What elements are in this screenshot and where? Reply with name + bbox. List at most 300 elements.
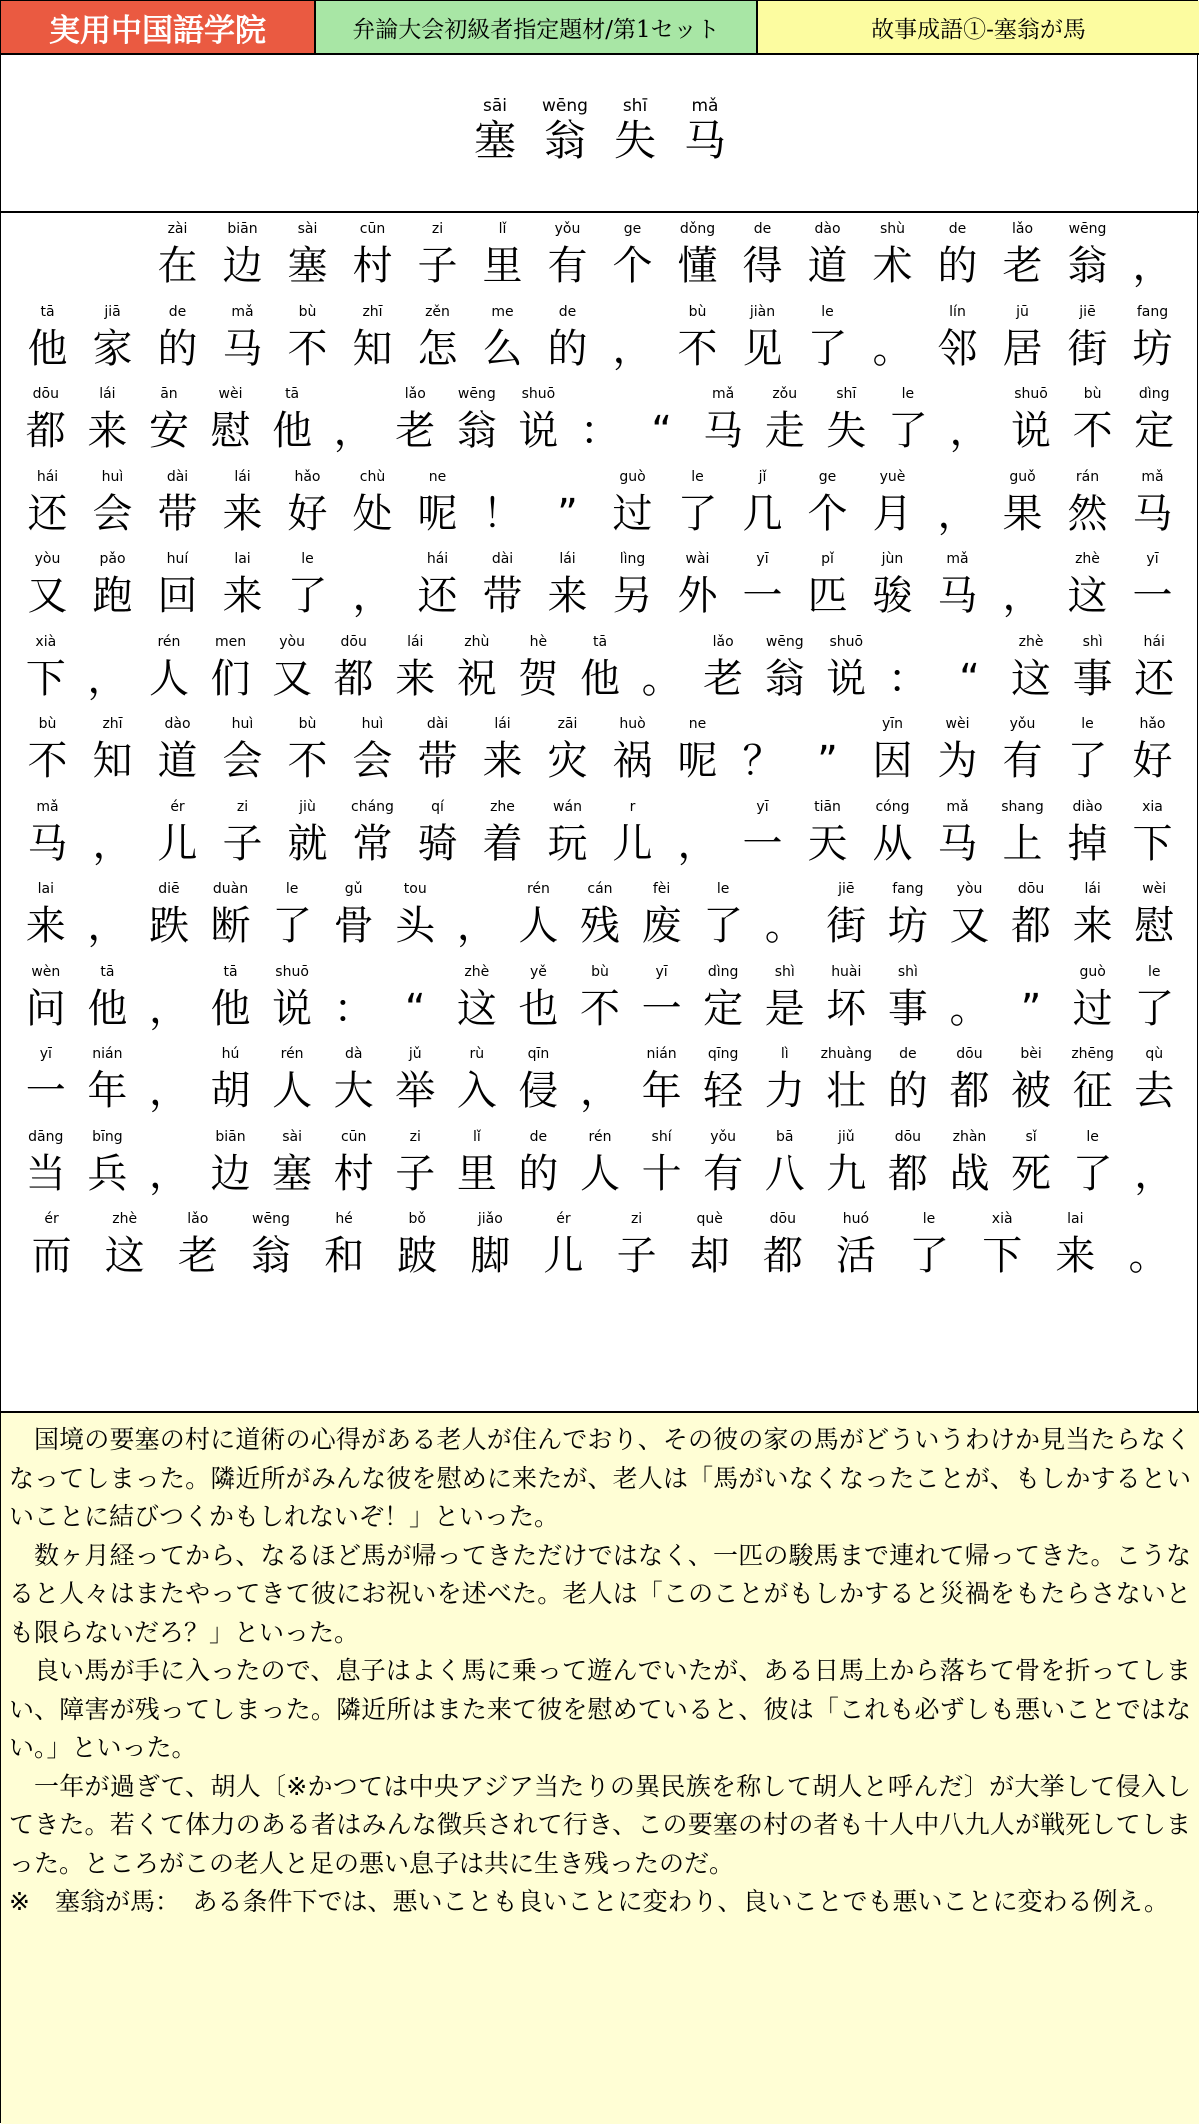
hanzi: 跛 <box>397 1233 438 1279</box>
pinyin: jùn <box>881 551 904 567</box>
hanzi-cell <box>631 382 693 464</box>
pinyin: zhè <box>1018 633 1044 650</box>
hanzi: ， <box>148 1068 189 1114</box>
pinyin: guò <box>619 468 646 485</box>
pinyin: huò <box>619 716 646 732</box>
hanzi: 说 <box>272 985 313 1032</box>
hanzi-cell <box>535 217 600 299</box>
pinyin: le <box>691 468 704 485</box>
hanzi: 是 <box>764 985 805 1032</box>
hanzi-cell <box>877 1042 939 1124</box>
pinyin: fang <box>1136 303 1169 320</box>
hanzi: 来 <box>25 903 66 949</box>
hanzi: 不 <box>287 325 328 372</box>
pinyin: jiē <box>1079 303 1096 320</box>
pinyin: jiù <box>299 798 316 815</box>
hanzi-cell <box>446 1042 508 1124</box>
hanzi: ， <box>87 655 128 702</box>
pinyin: gǔ <box>344 881 363 897</box>
hanzi: 他 <box>87 985 128 1032</box>
hanzi-cell <box>730 465 795 547</box>
pinyin: shuō <box>521 386 556 402</box>
pinyin: jiǔ <box>837 1128 855 1145</box>
hanzi: 下 <box>25 655 66 702</box>
hanzi: ， <box>677 820 718 867</box>
hanzi-cell <box>692 630 754 712</box>
hanzi: 定 <box>703 985 744 1032</box>
hanzi-cell <box>730 712 795 794</box>
hanzi-cell <box>138 1125 200 1207</box>
pinyin: wēng <box>765 633 804 650</box>
pinyin: lín <box>949 303 966 320</box>
hanzi-cell <box>275 712 340 794</box>
hanzi: 了 <box>703 903 744 949</box>
hanzi: ” <box>1020 985 1042 1032</box>
pinyin: dào <box>814 221 841 237</box>
pinyin: sǐ <box>1025 1128 1037 1145</box>
pinyin: bèi <box>1020 1046 1042 1062</box>
pinyin: zài <box>167 221 188 237</box>
hanzi: 问 <box>25 985 66 1032</box>
hanzi-cell <box>446 382 508 464</box>
hanzi: 轻 <box>703 1068 744 1114</box>
pinyin: yuè <box>879 468 906 485</box>
hanzi-cell <box>15 877 77 959</box>
hanzi-cell <box>210 217 275 299</box>
pinyin: bù <box>688 303 707 320</box>
hanzi: 了 <box>1067 738 1108 784</box>
hanzi: 灾 <box>547 738 588 784</box>
hanzi: 处 <box>352 490 393 537</box>
pinyin: huì <box>231 716 254 732</box>
pinyin: nián <box>92 1046 123 1062</box>
pinyin: sài <box>282 1128 302 1145</box>
pinyin: lái <box>99 386 116 402</box>
hanzi-cell <box>816 877 878 959</box>
pinyin: men <box>214 633 247 650</box>
pinyin: zhuàng <box>820 1046 873 1062</box>
hanzi-cell <box>795 217 860 299</box>
hanzi-cell <box>1055 795 1120 877</box>
hanzi-cell <box>860 300 925 382</box>
hanzi: 果 <box>1002 490 1043 537</box>
hanzi: 马 <box>937 573 978 619</box>
pinyin: jiē <box>838 881 855 897</box>
hanzi: 有 <box>547 243 588 289</box>
pinyin: tiān <box>814 798 841 815</box>
hanzi-cell <box>381 1207 454 1289</box>
topic-label: 故事成語①-塞翁が馬 <box>758 1 1199 53</box>
hanzi-cell <box>470 795 535 877</box>
hanzi-cell <box>323 960 385 1042</box>
hanzi: 不 <box>27 738 68 784</box>
hanzi: 不 <box>579 985 620 1032</box>
pinyin: huài <box>831 963 862 980</box>
hanzi-cell <box>816 1125 878 1207</box>
hanzi-cell <box>1062 630 1124 712</box>
hanzi-cell <box>384 1125 446 1207</box>
hanzi: ， <box>333 408 374 454</box>
pinyin: lǎo <box>1011 221 1034 237</box>
hanzi-cell <box>200 382 262 464</box>
hanzi-cell <box>600 795 665 877</box>
hanzi: 天 <box>807 820 848 867</box>
hanzi: 见 <box>742 325 783 372</box>
hanzi: 一 <box>742 820 783 867</box>
hanzi: 常 <box>352 820 393 867</box>
pinyin: de <box>899 1046 917 1062</box>
hanzi: 壮 <box>826 1068 867 1114</box>
hanzi: ， <box>612 325 653 372</box>
hanzi: 。 <box>641 655 682 702</box>
text-line <box>1 465 1200 547</box>
hanzi: 废 <box>641 903 682 949</box>
hanzi: 又 <box>272 655 313 702</box>
hanzi-cell <box>200 960 262 1042</box>
pinyin: wèi <box>945 716 970 732</box>
hanzi-cell <box>816 630 878 712</box>
pinyin: xià <box>35 633 57 650</box>
hanzi-cell <box>730 300 795 382</box>
hanzi: “ <box>959 655 980 702</box>
hanzi: 有 <box>703 1150 744 1197</box>
hanzi: 来 <box>482 738 523 784</box>
hanzi-cell <box>77 382 139 464</box>
pinyin: duàn <box>212 881 249 897</box>
pinyin: tā <box>223 963 238 980</box>
hanzi-cell <box>990 300 1055 382</box>
hanzi-cell <box>80 712 145 794</box>
hanzi: 子 <box>222 820 263 867</box>
hanzi: 了 <box>287 573 328 619</box>
pinyin: ne <box>428 468 447 485</box>
school-name: 実用中国語学院 <box>1 1 316 53</box>
pinyin: wēng <box>457 386 496 402</box>
hanzi-cell <box>730 795 795 877</box>
pinyin: xia <box>1142 798 1163 815</box>
hanzi-cell <box>145 712 210 794</box>
hanzi-cell <box>816 1042 878 1124</box>
hanzi-cell <box>966 1207 1039 1289</box>
hanzi: 坊 <box>1132 325 1173 372</box>
hanzi-cell <box>600 712 665 794</box>
hanzi-cell <box>1123 877 1185 959</box>
hanzi-cell <box>210 300 275 382</box>
pinyin: lìng <box>619 551 646 567</box>
pinyin: hǎo <box>294 468 321 485</box>
hanzi-cell <box>508 382 570 464</box>
pinyin: rén <box>157 633 181 650</box>
hanzi: 都 <box>333 655 374 702</box>
pinyin: tā <box>100 963 115 980</box>
hanzi: 塞 <box>272 1150 313 1197</box>
hanzi-cell <box>925 795 990 877</box>
hanzi: 他 <box>210 985 251 1032</box>
text-line <box>1 217 1200 299</box>
hanzi-cell <box>1112 1207 1185 1289</box>
pinyin: wài <box>685 551 710 567</box>
pinyin: dōu <box>956 1046 983 1062</box>
course-label: 弁論大会初級者指定題材/第1セット <box>316 1 758 53</box>
pinyin: lái <box>234 468 251 485</box>
hanzi-cell <box>200 630 262 712</box>
hanzi-cell <box>1062 1042 1124 1124</box>
hanzi: 边 <box>222 243 263 289</box>
pinyin: lǎo <box>187 1211 209 1227</box>
hanzi: ” <box>817 738 838 784</box>
hanzi-cell <box>535 795 600 877</box>
hanzi: 他 <box>579 655 620 702</box>
hanzi-cell <box>340 465 405 547</box>
hanzi-cell <box>88 1207 161 1289</box>
pinyin: bù <box>298 303 317 320</box>
hanzi: “ <box>404 985 426 1032</box>
hanzi-cell <box>508 630 570 712</box>
pinyin: mǎ <box>946 551 969 567</box>
hanzi-cell <box>261 1042 323 1124</box>
hanzi-cell <box>631 1125 693 1207</box>
hanzi-cell <box>470 465 535 547</box>
hanzi-cell <box>754 1125 816 1207</box>
hanzi-cell <box>200 1125 262 1207</box>
hanzi-cell <box>323 630 385 712</box>
hanzi: 外 <box>677 573 718 619</box>
hanzi: ？ <box>742 738 783 784</box>
hanzi: 得 <box>742 243 783 289</box>
hanzi: 马 <box>937 820 978 867</box>
hanzi: 不 <box>287 738 328 784</box>
hanzi: 侵 <box>518 1068 559 1114</box>
hanzi-cell <box>535 547 600 629</box>
hanzi: 懂 <box>677 243 718 289</box>
hanzi: ， <box>1132 243 1173 289</box>
idiom-title <box>464 95 736 211</box>
pinyin: shī <box>836 386 857 402</box>
hanzi-cell <box>1000 960 1062 1042</box>
pinyin: zhù <box>464 633 490 650</box>
hanzi: 着 <box>482 820 523 867</box>
hanzi: 十 <box>641 1150 682 1197</box>
hanzi: 翁 <box>764 655 805 702</box>
pinyin: zhè <box>464 963 490 980</box>
hanzi: 马 <box>222 325 263 372</box>
pinyin: cán <box>587 881 613 897</box>
hanzi: 而 <box>31 1233 72 1279</box>
title-hanzi: 塞 <box>473 116 516 165</box>
pinyin: yī <box>39 1046 52 1062</box>
pinyin: huì <box>361 716 384 732</box>
hanzi-cell <box>925 547 990 629</box>
pinyin: de <box>753 221 772 237</box>
hanzi: ， <box>456 903 497 949</box>
hanzi-cell <box>730 217 795 299</box>
hanzi: 这 <box>1067 573 1108 619</box>
hanzi: 怎 <box>417 325 458 372</box>
hanzi-cell <box>138 1042 200 1124</box>
pinyin: hú <box>221 1046 240 1062</box>
hanzi-cell <box>925 300 990 382</box>
text-line <box>1 630 1200 712</box>
hanzi-cell <box>384 382 446 464</box>
pinyin: mǎ <box>231 303 254 320</box>
hanzi: 会 <box>222 738 263 784</box>
hanzi: 骑 <box>417 820 458 867</box>
hanzi-cell <box>1123 382 1185 464</box>
pinyin: rán <box>1075 468 1100 485</box>
pinyin: bù <box>38 716 57 732</box>
pinyin: de <box>529 1128 548 1145</box>
hanzi-cell <box>939 877 1001 959</box>
pinyin: wèi <box>218 386 243 402</box>
hanzi-cell <box>145 217 210 299</box>
hanzi-cell <box>1000 1125 1062 1207</box>
hanzi: ： <box>579 408 620 454</box>
hanzi-cell <box>80 465 145 547</box>
translation-paragraph-4: 一年が過ぎて、胡人〔※かつては中央アジア当たりの異民族を称して胡人と呼んだ〕が大挙して侵入してきた。若くて体力のある者はみんな徴兵されて行き、この要塞の村の者も十人中八九人が戦死してしまった。ところがこの老人と足の悪い息子は共に生き残ったのだ。 <box>9 1771 1191 1878</box>
pinyin: de <box>558 303 577 320</box>
pinyin: ne <box>688 716 707 732</box>
hanzi: 里 <box>482 243 523 289</box>
hanzi-cell <box>200 877 262 959</box>
hanzi: 不 <box>677 325 718 372</box>
hanzi: 匹 <box>807 573 848 619</box>
hanzi: 翁 <box>456 408 497 454</box>
hanzi-cell <box>210 465 275 547</box>
japanese-translation-section <box>1 1413 1199 2124</box>
hanzi-cell <box>1055 300 1120 382</box>
hanzi-cell <box>234 1207 307 1289</box>
pinyin: zhī <box>102 716 123 732</box>
hanzi-cell <box>569 1125 631 1207</box>
hanzi: 过 <box>612 490 653 537</box>
hanzi-cell <box>384 960 446 1042</box>
hanzi-cell <box>145 795 210 877</box>
pinyin: wēng <box>1068 221 1107 237</box>
pinyin: wèn <box>31 963 61 980</box>
hanzi-cell <box>340 795 405 877</box>
pinyin: zhè <box>112 1211 138 1227</box>
hanzi-cell <box>15 382 77 464</box>
hanzi-cell <box>308 1207 381 1289</box>
hanzi-cell <box>673 1207 746 1289</box>
hanzi-cell <box>692 1042 754 1124</box>
pinyin: dōu <box>1017 881 1045 897</box>
hanzi: 来 <box>547 573 588 619</box>
hanzi: 了 <box>1072 1150 1113 1197</box>
pinyin: zěn <box>425 303 450 320</box>
hanzi: 残 <box>579 903 620 949</box>
pinyin: wèi <box>1142 881 1167 897</box>
pinyin: le <box>716 881 730 897</box>
hanzi-cell <box>470 300 535 382</box>
pinyin: biān <box>227 221 258 237</box>
title-char <box>464 95 526 165</box>
hanzi-cell <box>405 547 470 629</box>
hanzi: 还 <box>1134 655 1175 702</box>
hanzi: 又 <box>27 573 68 619</box>
pinyin: zhè <box>1075 551 1100 567</box>
hanzi-cell <box>535 465 600 547</box>
hanzi-cell <box>1123 630 1185 712</box>
hanzi: 儿 <box>157 820 198 867</box>
hanzi-cell <box>600 1207 673 1289</box>
hanzi: 。 <box>872 325 913 372</box>
hanzi: 这 <box>1011 655 1052 702</box>
pinyin: bā <box>775 1128 794 1145</box>
hanzi: 事 <box>887 985 928 1032</box>
pinyin: guò <box>1079 963 1106 980</box>
hanzi-cell <box>1062 960 1124 1042</box>
pinyin: r <box>629 798 636 815</box>
hanzi-cell <box>446 1125 508 1207</box>
hanzi-cell <box>990 465 1055 547</box>
hanzi-cell <box>877 630 939 712</box>
pinyin: shù <box>879 221 906 237</box>
hanzi-cell <box>1123 960 1185 1042</box>
pinyin: ér <box>556 1211 571 1227</box>
hanzi-cell <box>990 795 1055 877</box>
hanzi-cell <box>80 547 145 629</box>
hanzi-cell <box>384 877 446 959</box>
pinyin: zi <box>431 221 444 237</box>
hanzi-cell <box>384 630 446 712</box>
hanzi: 也 <box>518 985 559 1032</box>
hanzi-cell <box>569 1042 631 1124</box>
hanzi: 慰 <box>210 408 251 454</box>
pinyin: mǎ <box>1141 468 1164 485</box>
hanzi: ， <box>148 1150 189 1197</box>
pinyin: hé <box>335 1211 353 1227</box>
hanzi-cell <box>631 960 693 1042</box>
hanzi: 一 <box>1132 573 1173 619</box>
hanzi-cell <box>15 1207 88 1289</box>
pinyin: shuō <box>275 963 309 980</box>
hanzi-cell <box>600 217 665 299</box>
hanzi-cell <box>1120 465 1185 547</box>
hanzi: 老 <box>395 408 436 454</box>
hanzi-cell <box>1000 382 1062 464</box>
pinyin: cóng <box>875 798 910 815</box>
hanzi: 了 <box>272 903 313 949</box>
pinyin: shì <box>897 963 918 980</box>
hanzi: 的 <box>937 243 978 289</box>
hanzi-cell <box>569 382 631 464</box>
hanzi: 举 <box>395 1068 436 1114</box>
hanzi-cell <box>877 960 939 1042</box>
pinyin: rén <box>526 881 550 897</box>
hanzi-cell <box>1062 877 1124 959</box>
hanzi: 一 <box>742 573 783 619</box>
text-line <box>1 960 1200 1042</box>
pinyin: lái <box>494 716 511 732</box>
hanzi-cell <box>261 382 323 464</box>
hanzi-cell <box>261 960 323 1042</box>
hanzi-cell <box>816 960 878 1042</box>
hanzi-cell <box>665 712 730 794</box>
hanzi-cell <box>454 1207 527 1289</box>
hanzi-cell <box>877 877 939 959</box>
text-line <box>1 712 1200 794</box>
hanzi: 好 <box>1132 738 1173 784</box>
hanzi: ， <box>949 408 990 454</box>
hanzi-cell <box>446 960 508 1042</box>
pinyin: de <box>948 221 967 237</box>
hanzi: 胡 <box>210 1068 251 1114</box>
pinyin: jǐ <box>758 468 767 485</box>
hanzi: 下 <box>1132 820 1173 867</box>
pinyin: ān <box>160 386 178 402</box>
hanzi: 上 <box>1002 820 1043 867</box>
